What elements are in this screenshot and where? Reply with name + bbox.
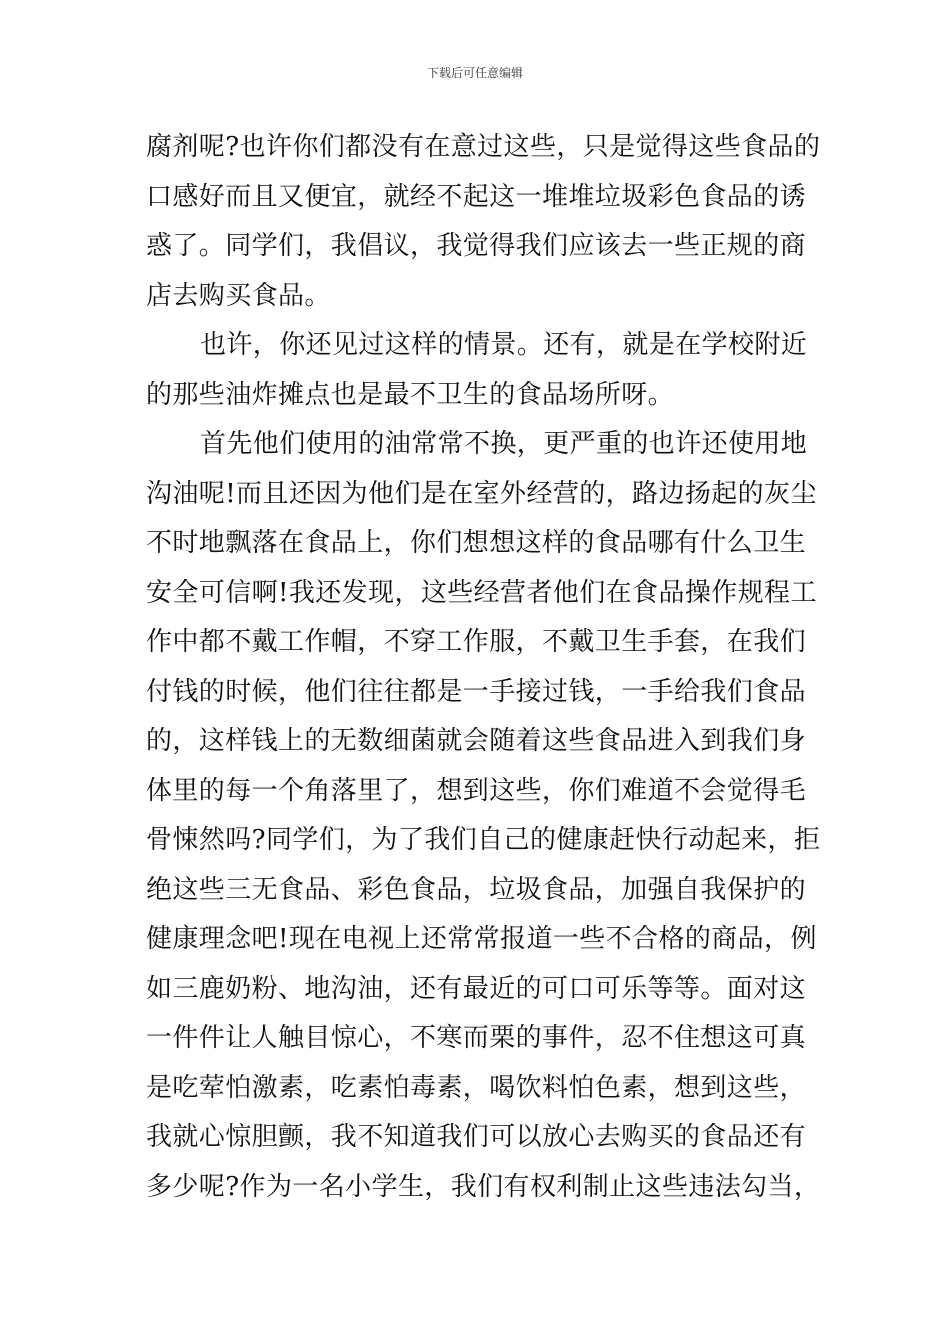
text-line: 如三鹿奶粉、地沟油，还有最近的可口可乐等等。面对这 — [146, 973, 807, 1004]
text-line: 体里的每一个角落里了，想到这些，你们难道不会觉得毛 — [146, 775, 807, 806]
text-line: 作中都不戴工作帽，不穿工作服，不戴卫生手套，在我们 — [146, 627, 807, 657]
text-line: 不时地飘落在食品上，你们想想这样的食品哪有什么卫生 — [146, 528, 807, 558]
document-body — [146, 123, 821, 1212]
text-line: 的那些油炸摊点也是最不卫生的食品场所呀。 — [146, 379, 675, 410]
text-line: 惑了。同学们，我倡议，我觉得我们应该去一些正规的商 — [146, 231, 807, 261]
header-text: 下载后可任意编辑 — [426, 66, 523, 80]
text-line: 我就心惊胆颤，我不知道我们可以放心去购买的食品还有 — [146, 1122, 807, 1152]
text-line: 是吃荤怕激素，吃素怕毒素，喝饮料怕色素，想到这些， — [146, 1072, 807, 1103]
text-line: 一件件让人触目惊心，不寒而栗的事件，忍不住想这可真 — [146, 1023, 807, 1053]
text-line: 健康理念吧!现在电视上还常常报道一些不合格的商品，例 — [146, 924, 817, 954]
text-line: 口感好而且又便宜，就经不起这一堆堆垃圾彩色食品的诱 — [146, 181, 807, 212]
text-line: 安全可信啊!我还发现，这些经营者他们在食品操作规程工 — [146, 577, 817, 608]
text-line: 腐剂呢?也许你们都没有在意过这些，只是觉得这些食品的 — [146, 132, 821, 162]
text-line: 店去购买食品。 — [146, 280, 331, 311]
text-line: 付钱的时候，他们往往都是一手接过钱，一手给我们食品 — [146, 676, 807, 707]
text-line: 沟油呢!而且还因为他们是在室外经营的，路边扬起的灰尘 — [146, 478, 817, 509]
paragraph-first-line: 也许，你还见过这样的情景。还有，就是在学校附近 — [200, 330, 808, 360]
text-line: 的，这样钱上的无数细菌就会随着这些食品进入到我们身 — [146, 726, 807, 756]
paragraph-first-line: 首先他们使用的油常常不换，更严重的也许还使用地 — [200, 429, 808, 459]
page-header — [0, 64, 950, 82]
text-line: 多少呢?作为一名小学生，我们有权利制止这些违法勾当， — [146, 1171, 821, 1202]
text-line: 绝这些三无食品、彩色食品，垃圾食品，加强自我保护的 — [146, 874, 807, 905]
text-line: 骨悚然吗?同学们，为了我们自己的健康赶快行动起来，拒 — [146, 825, 821, 855]
